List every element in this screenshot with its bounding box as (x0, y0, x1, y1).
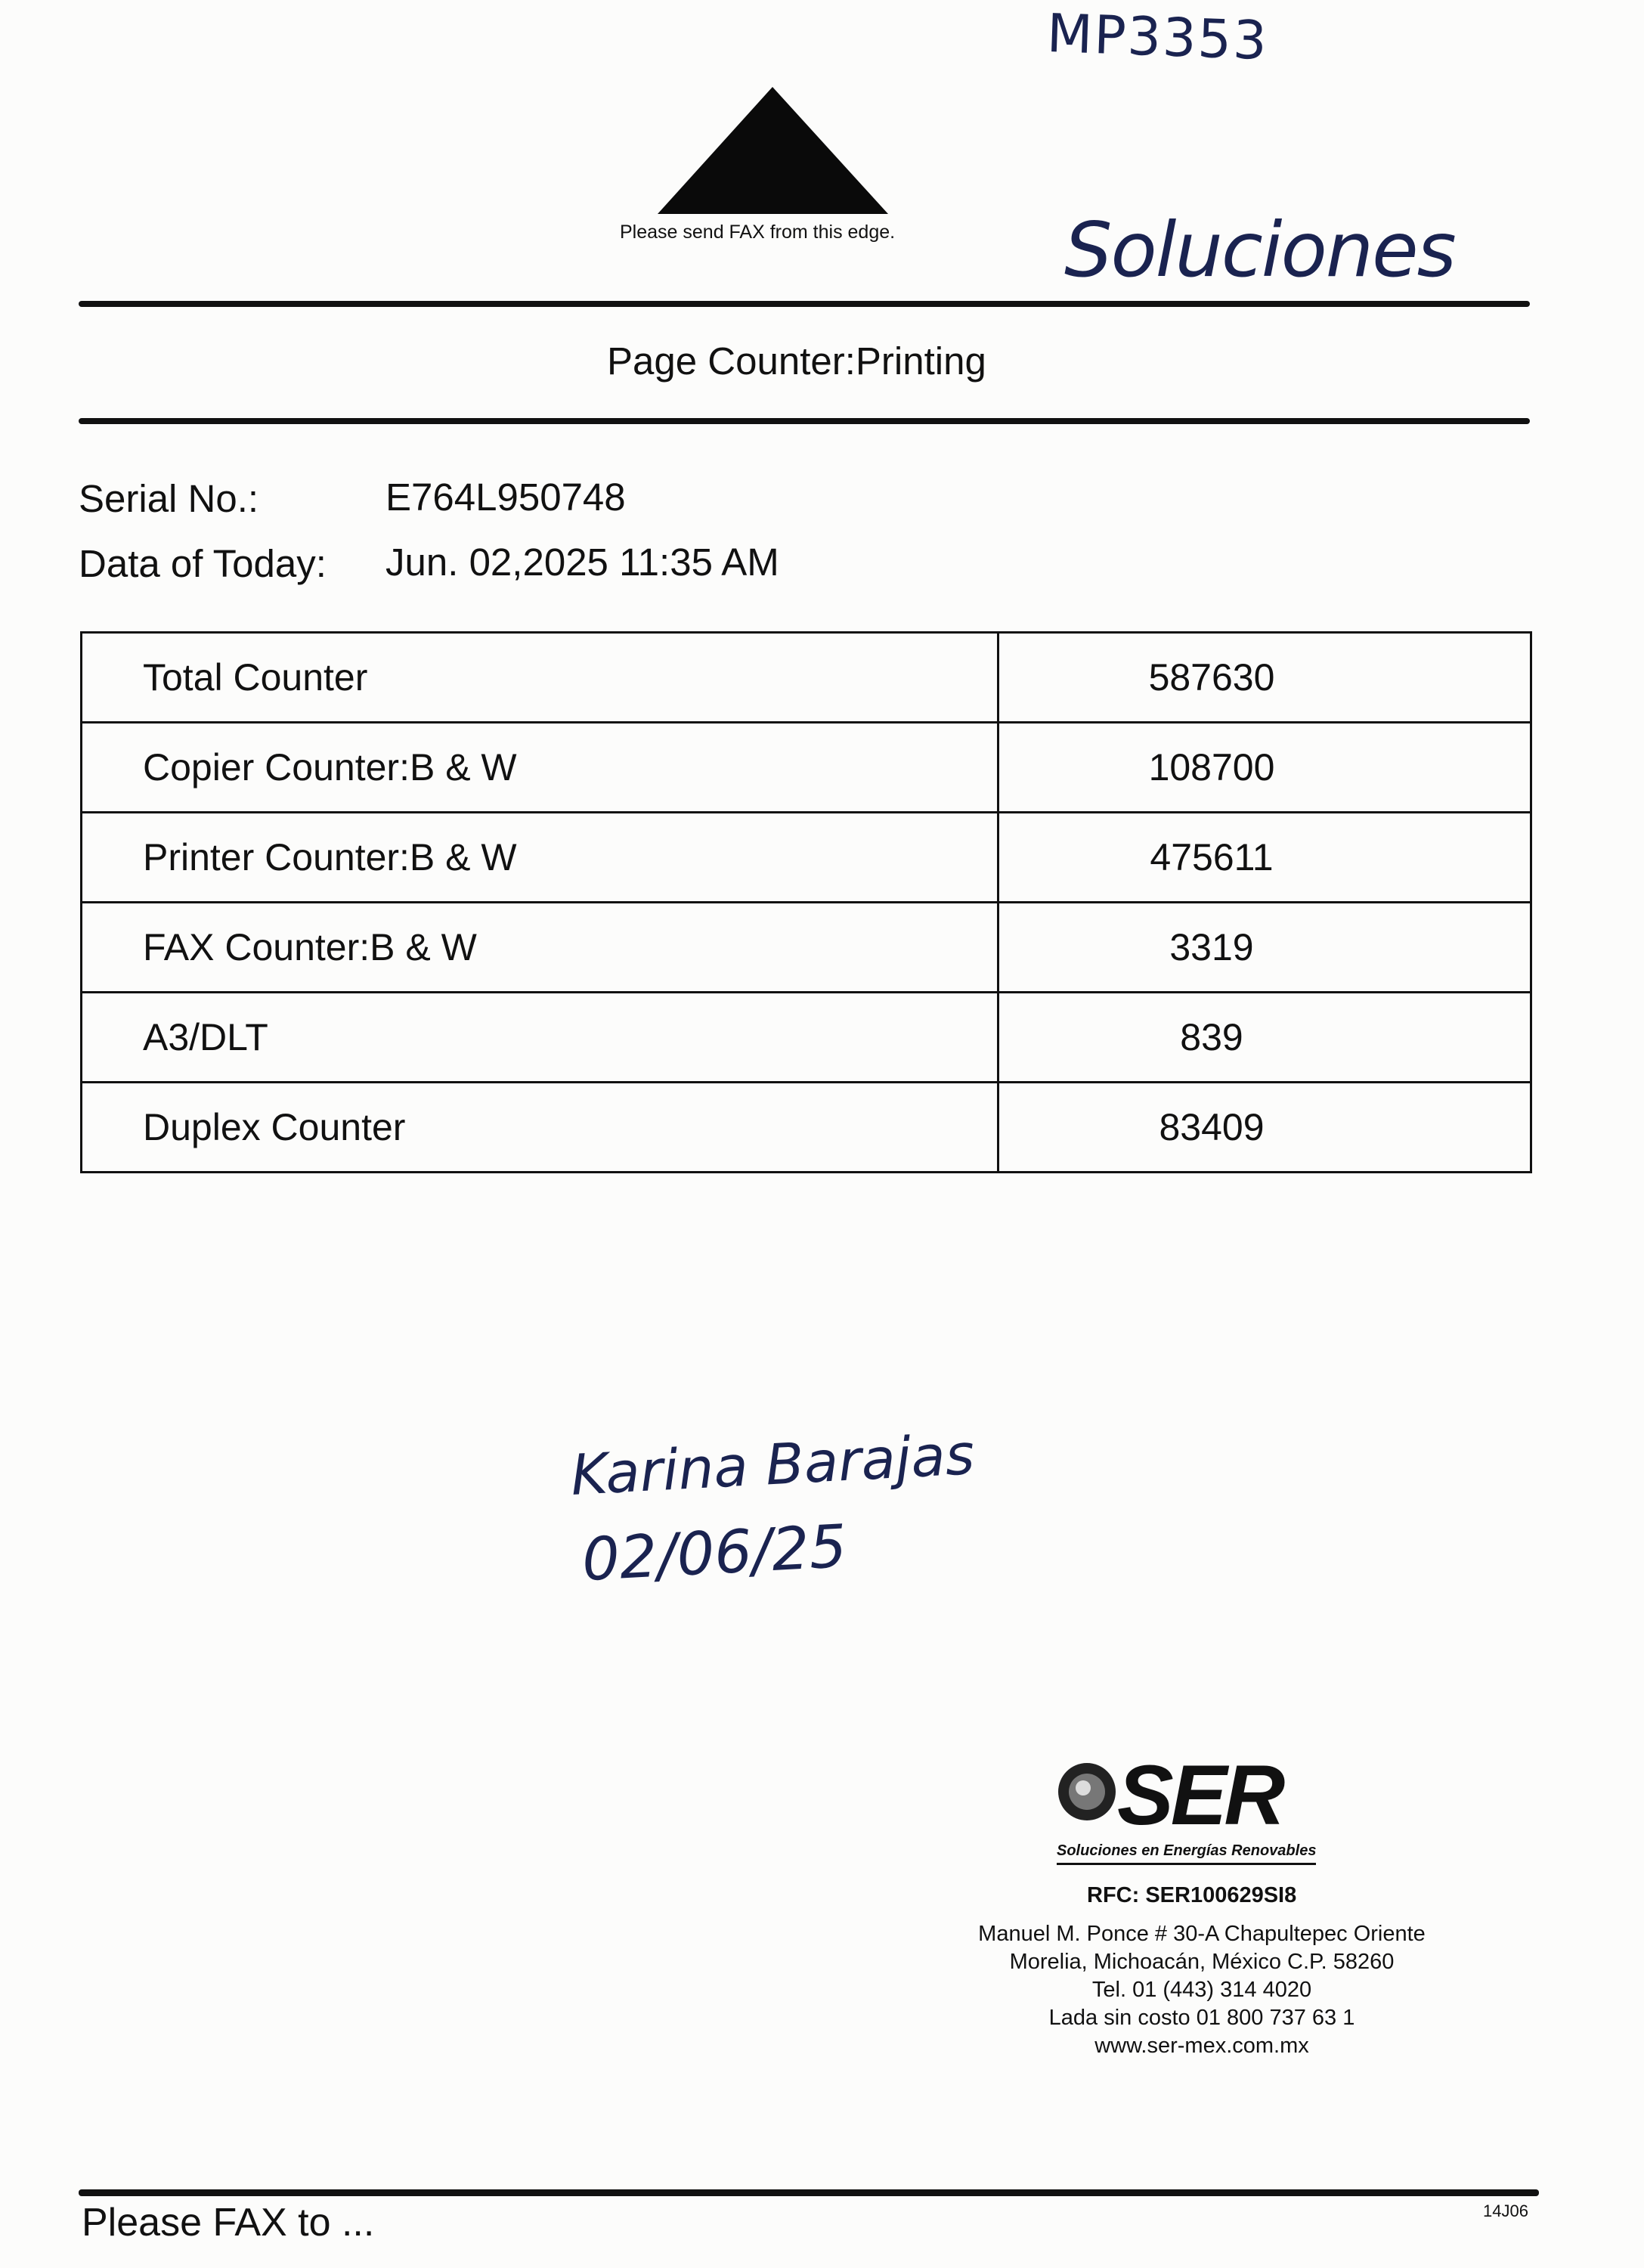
stamp-toll-free: Lada sin costo 01 800 737 63 1 (1048, 2006, 1355, 2030)
counter-label: FAX Counter:B & W (82, 903, 998, 993)
handwritten-model: MP3353 (1045, 2, 1270, 73)
page-title: Page Counter:Printing (607, 339, 986, 383)
counter-label: A3/DLT (82, 993, 998, 1083)
counter-table (80, 631, 1532, 1173)
stamp-website: www.ser-mex.com.mx (1094, 2034, 1309, 2058)
handwritten-company: Soluciones (1064, 206, 1455, 294)
ser-tagline: Soluciones en Energías Renovables (1057, 1842, 1316, 1865)
counter-row-a3 (82, 993, 1531, 1083)
fax-edge-triangle-icon (658, 87, 888, 215)
signature-date: 02/06/25 (580, 1512, 849, 1595)
signature-name: Karina Barajas (569, 1422, 977, 1508)
counter-value: 475611 (998, 813, 1531, 903)
counter-label: Copier Counter:B & W (82, 723, 998, 813)
footer-rule (79, 2189, 1539, 2196)
date-value: Jun. 02,2025 11:35 AM (385, 541, 779, 584)
counter-row-total (82, 633, 1531, 723)
counter-label: Duplex Counter (82, 1083, 998, 1173)
counter-value: 839 (998, 993, 1531, 1083)
title-rule (79, 418, 1530, 424)
form-code: 14J06 (1483, 2201, 1528, 2220)
fax-to-label: Please FAX to ... (82, 2201, 375, 2245)
ser-logo-sun-icon (1053, 1758, 1121, 1826)
counter-row-printer (82, 813, 1531, 903)
counter-row-copier (82, 723, 1531, 813)
stamp-address-line1: Manuel M. Ponce # 30-A Chapultepec Oriente (978, 1922, 1426, 1946)
stamp-address (945, 1920, 1459, 2060)
counter-row-fax (82, 903, 1531, 993)
stamp-phone: Tel. 01 (443) 314 4020 (1091, 1978, 1312, 2002)
stamp-address-line2: Morelia, Michoacán, México C.P. 58260 (1009, 1950, 1395, 1974)
ser-logo-text: SER (1117, 1748, 1283, 1842)
serial-value: E764L950748 (385, 476, 626, 519)
counter-value: 108700 (998, 723, 1531, 813)
date-label: Data of Today: (79, 542, 327, 585)
top-rule (79, 301, 1530, 307)
counter-value: 3319 (998, 903, 1531, 993)
stamp-rfc: RFC: SER100629SI8 (1087, 1883, 1297, 1907)
fax-edge-instruction: Please send FAX from this edge. (620, 222, 896, 243)
counter-label: Total Counter (82, 633, 998, 723)
counter-value: 83409 (998, 1083, 1531, 1173)
serial-label: Serial No.: (79, 477, 259, 520)
counter-value: 587630 (998, 633, 1531, 723)
counter-label: Printer Counter:B & W (82, 813, 998, 903)
counter-row-duplex (82, 1083, 1531, 1173)
